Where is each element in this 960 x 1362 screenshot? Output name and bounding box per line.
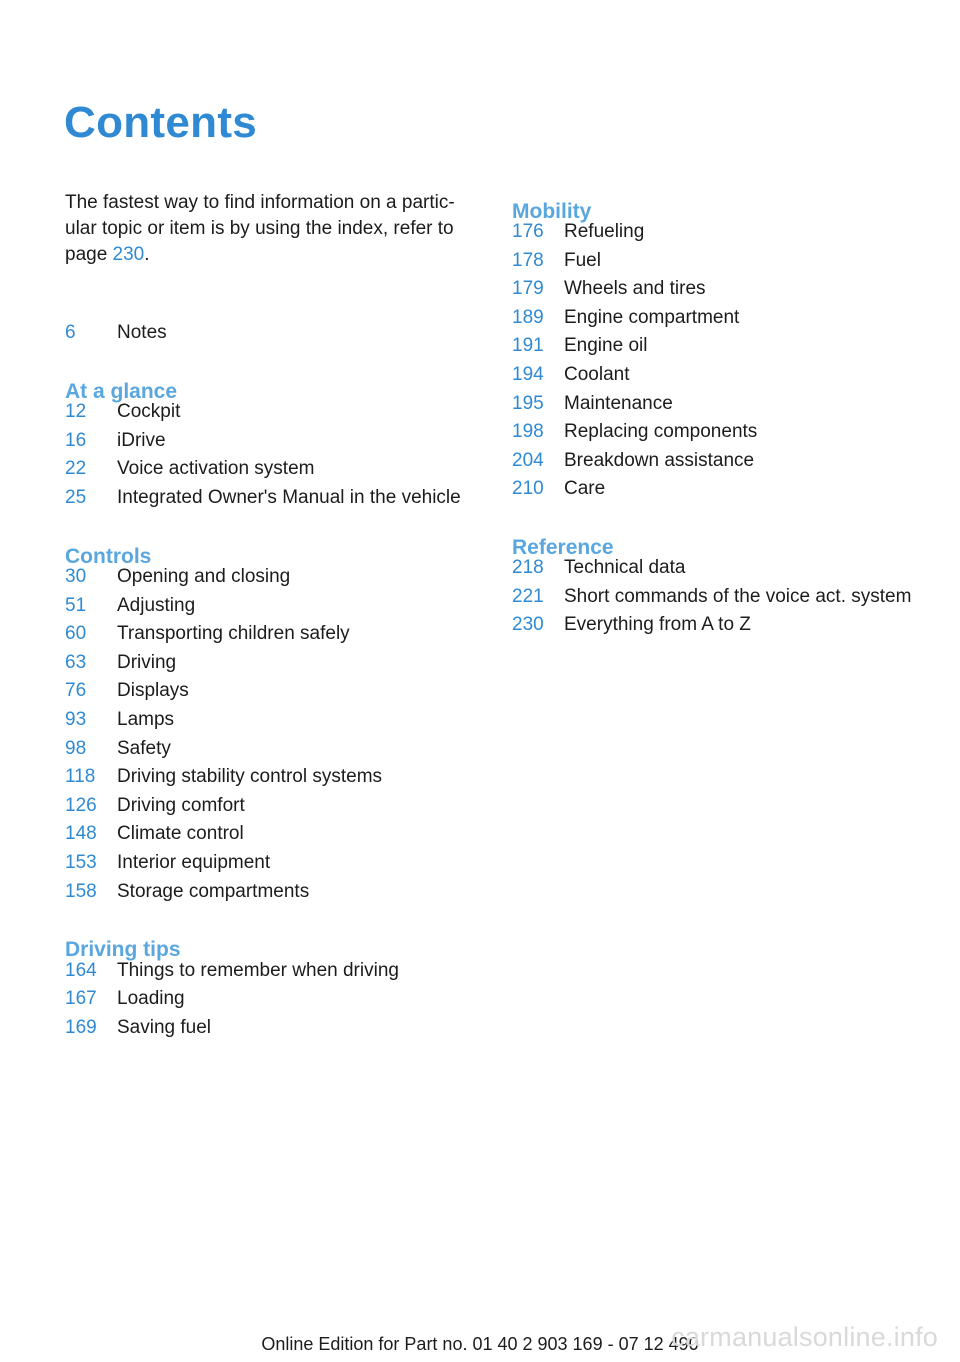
toc-page-number[interactable]: 179	[512, 278, 544, 300]
toc-entry-title: Voice activation system	[117, 458, 315, 480]
toc-entry-title: Care	[564, 478, 606, 500]
toc-page-number[interactable]: 198	[512, 421, 544, 443]
toc-entry-title: Cockpit	[117, 401, 181, 423]
section-heading-reference: Reference	[512, 536, 614, 559]
section-heading-controls: Controls	[65, 544, 152, 568]
toc-entry-title: Breakdown assistance	[564, 449, 755, 471]
toc-entry-title: Engine oil	[564, 335, 648, 357]
toc-page-number[interactable]: 118	[65, 766, 96, 788]
toc-page-number[interactable]: 189	[512, 306, 544, 328]
toc-entry-title: Engine compartment	[564, 306, 740, 328]
toc-entry-title: Climate control	[117, 823, 244, 845]
toc-entry-title: Replacing components	[564, 421, 758, 443]
toc-page-number[interactable]: 51	[65, 594, 87, 616]
toc-page-number[interactable]: 153	[65, 852, 97, 873]
toc-entry-title: Storage compartments	[117, 880, 310, 902]
section-heading-mobility: Mobility	[512, 200, 592, 223]
toc-entry-title: Driving	[117, 651, 177, 673]
toc-page-number[interactable]: 194	[512, 364, 544, 385]
toc-entry-title: Maintenance	[564, 392, 673, 414]
toc-entry-title: Fuel	[564, 249, 601, 271]
toc-page-number[interactable]: 126	[65, 794, 97, 816]
toc-entry-title: Driving comfort	[117, 794, 245, 816]
toc-entry-title: Displays	[117, 680, 189, 702]
index-page-link[interactable]: 230	[112, 244, 145, 265]
toc-entry-title: iDrive	[117, 429, 166, 451]
toc-page-number[interactable]: 25	[65, 486, 87, 508]
footer-edition: Online Edition for Part no. 01 40 2 903 169 - 07 12 490	[261, 1334, 699, 1354]
toc-entry-title: Refueling	[564, 221, 645, 242]
watermark: carmanualsonline.info	[671, 1322, 938, 1352]
toc-entry-title: Things to remember when driving	[117, 959, 399, 981]
toc-page-number[interactable]: 195	[512, 392, 544, 414]
toc-entry-title: Technical data	[564, 557, 686, 578]
toc-entry-title: Driving stability control systems	[117, 766, 383, 788]
toc-entry-title: Lamps	[117, 709, 175, 730]
intro-paragraph	[65, 190, 485, 268]
page-title: Contents	[64, 98, 258, 147]
toc-page-number[interactable]: 221	[512, 585, 544, 607]
toc-entry-title: Saving fuel	[117, 1016, 212, 1038]
toc-page-number[interactable]: 76	[65, 680, 87, 702]
toc-page-number[interactable]: 178	[512, 249, 544, 271]
toc-page-number[interactable]: 169	[65, 1016, 97, 1038]
section-heading-driving-tips: Driving tips	[65, 938, 181, 962]
intro-text: The fastest way to find information on a partic-ular topic or item is by using the index, refer to page	[65, 192, 455, 265]
section-heading-at-a-glance: At a glance	[65, 379, 178, 403]
toc-page-number[interactable]: 230	[512, 614, 544, 636]
toc-entry-title: Coolant	[564, 364, 630, 385]
toc-entry-title: Interior equipment	[117, 852, 271, 873]
toc-page-number[interactable]: 22	[65, 458, 87, 480]
toc-page-number[interactable]: 16	[65, 429, 87, 451]
toc-entry-title: Everything from A to Z	[564, 614, 751, 636]
toc-page-number[interactable]: 158	[65, 880, 97, 902]
toc-entry-title: Opening and closing	[117, 566, 291, 587]
toc-page-number[interactable]: 218	[512, 557, 544, 578]
toc-page-number[interactable]: 93	[65, 709, 87, 730]
toc-page-number[interactable]: 204	[512, 449, 544, 471]
toc-page-number[interactable]: 167	[65, 988, 97, 1010]
toc-entry-title: Transporting children safely	[117, 623, 350, 645]
toc-page-number[interactable]: 210	[512, 478, 544, 500]
toc-page-number[interactable]: 60	[65, 623, 87, 645]
toc-page-number[interactable]: 30	[65, 566, 87, 587]
toc-entry-title: Notes	[117, 322, 167, 343]
toc-page-number[interactable]: 148	[65, 823, 97, 845]
toc-page-number[interactable]: 6	[65, 322, 76, 343]
toc-entry-title: Integrated Owner's Manual in the vehicle	[117, 486, 461, 508]
toc-entry-title: Adjusting	[117, 594, 196, 616]
toc-entry-title: Wheels and tires	[564, 278, 706, 300]
toc-page-number[interactable]: 191	[512, 335, 544, 357]
toc-page-number[interactable]: 63	[65, 651, 87, 673]
toc-entry-title: Safety	[117, 737, 171, 759]
toc-page-number[interactable]: 176	[512, 221, 544, 242]
toc-page-number[interactable]: 12	[65, 401, 87, 423]
toc-entry-title: Short commands of the voice act. system	[564, 585, 912, 607]
toc-page-number[interactable]: 164	[65, 959, 97, 981]
toc-page-number[interactable]: 98	[65, 737, 87, 759]
toc-entry-title: Loading	[117, 988, 185, 1010]
intro-text-end: .	[144, 244, 150, 265]
